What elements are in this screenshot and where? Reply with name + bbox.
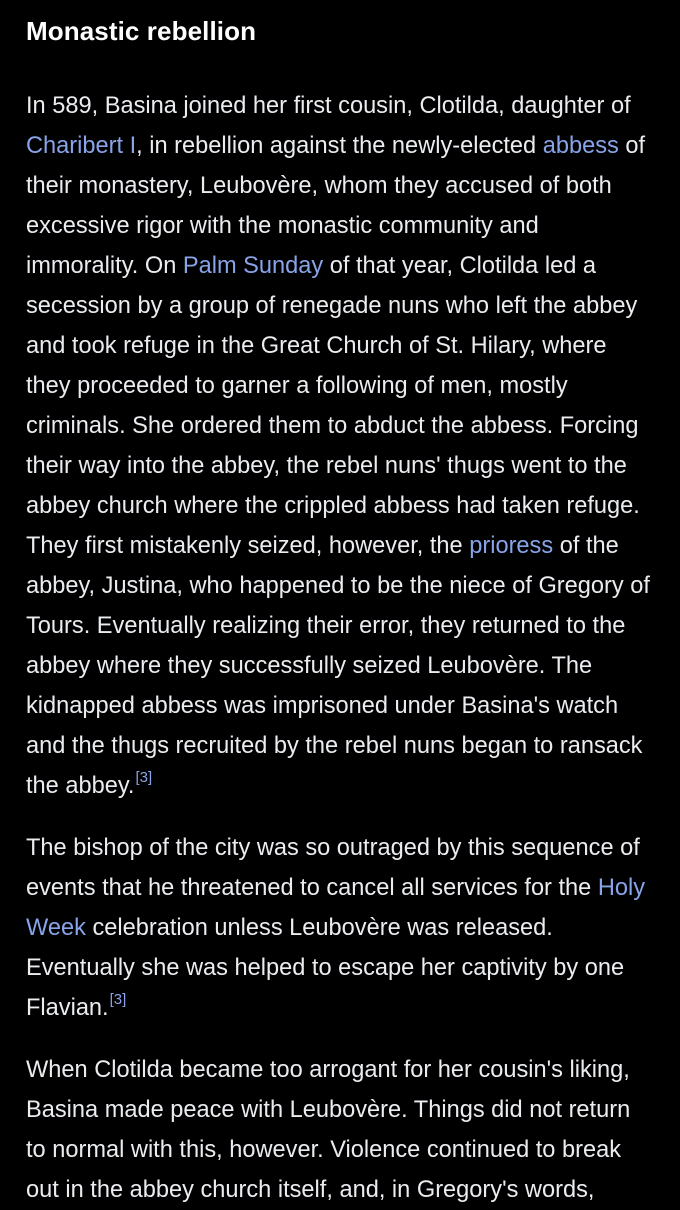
paragraph-1 <box>26 86 654 806</box>
citation-reference[interactable]: [3] <box>135 769 153 787</box>
paragraph-text: In 589, Basina joined her first cousin, Clotilda, daughter of <box>26 93 631 119</box>
paragraph-text: When Clotilda became too arrogant for her cousin's liking, Basina made peace with Leubovère. Things did not return to normal with this, however. Violence continued to break out in the abbey church itself, and, in Gregory's words, <box>26 1057 631 1203</box>
citation-reference[interactable]: [3] <box>109 991 127 1009</box>
paragraph-2 <box>26 828 654 1028</box>
link-charibert-i[interactable]: Charibert I <box>26 133 137 159</box>
link-holy-week[interactable]: Holy Week <box>26 875 646 941</box>
link-prioress[interactable]: prioress <box>469 533 554 559</box>
link-palm-sunday[interactable]: Palm Sunday <box>182 253 324 279</box>
paragraph-3 <box>26 1050 654 1210</box>
paragraph-text: of the abbey, Justina, who happened to be the niece of Gregory of Tours. Eventually realizing their error, they returned to the abbey where they successfully seized Leubovère. The kidnapped abbess was imprisoned under Basina's watch and the thugs recruited by the rebel nuns began to ransack the abbey. <box>26 533 650 799</box>
paragraph-text: of that year, Clotilda led a secession by a group of renegade nuns who left the abbey and took refuge in the Great Church of St. Hilary, where they proceeded to garner a following of men, mostly criminals. She ordered them to abduct the abbess. Forcing their way into the abbey, the rebel nuns' thugs went to the abbey church where the crippled abbess had taken refuge. They first mistakenly seized, however, the <box>26 253 640 559</box>
paragraph-text: The bishop of the city was so outraged by this sequence of events that he threatened to cancel all services for the <box>26 835 640 901</box>
paragraph-text: celebration unless Leubovère was released. Eventually she was helped to escape her captivity by one Flavian. <box>26 915 625 1021</box>
section-heading: Monastic rebellion <box>26 16 257 46</box>
link-abbess[interactable]: abbess <box>542 133 619 159</box>
paragraph-text: , in rebellion against the newly-elected <box>136 133 543 159</box>
paragraph-text: of their monastery, Leubovère, whom they accused of both excessive rigor with the monastic community and immorality. On <box>26 133 646 279</box>
